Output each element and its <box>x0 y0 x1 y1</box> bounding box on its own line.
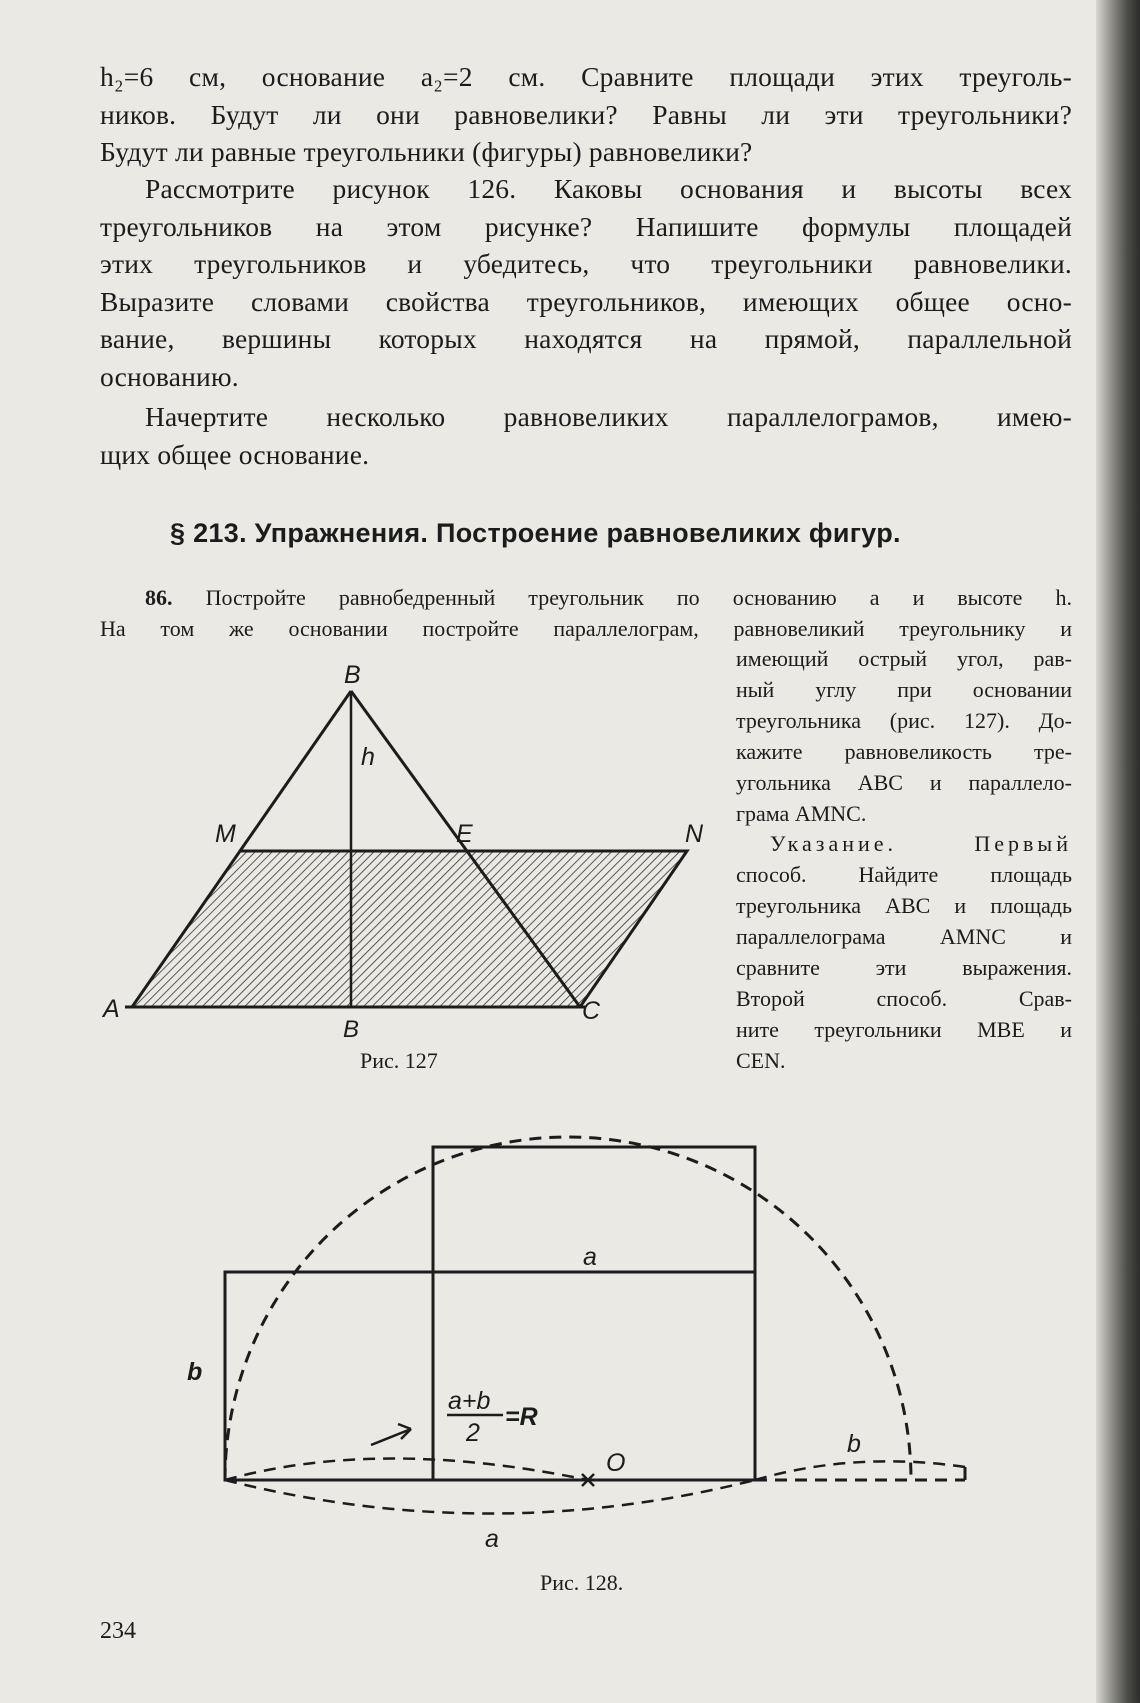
semicircle-dashed <box>225 1137 911 1480</box>
label-a: A <box>103 995 120 1023</box>
label-a-bottom: a <box>485 1525 499 1553</box>
label-b-right: b <box>847 1430 861 1458</box>
book-spine-shadow <box>1096 0 1140 1703</box>
page-number: 234 <box>100 1618 136 1644</box>
text-line: ников. Будут ли они равновелики? Равны ли эти треугольники? <box>100 98 1072 130</box>
equals-r: =R <box>505 1403 538 1431</box>
paragraph-1 <box>100 58 1072 171</box>
label-b-left: b <box>187 1358 203 1386</box>
fraction-numerator: a+b <box>448 1387 491 1415</box>
text-line: способ. Найдите площадь <box>736 862 1072 887</box>
text-line: грама AMNC. <box>736 801 867 826</box>
fraction-denominator: 2 <box>466 1419 480 1447</box>
arrow-to-radius <box>371 1424 411 1445</box>
label-b-bottom: B <box>343 1016 360 1043</box>
arc-b-right-dashed <box>755 1461 965 1480</box>
text-line: основанию. <box>100 360 239 392</box>
arc-radius-dashed <box>225 1459 588 1481</box>
figure-128-caption: Рис. 128. <box>540 1570 624 1595</box>
label-h: h <box>361 743 375 771</box>
label-n: N <box>685 820 704 848</box>
text-line: имеющий острый угол, рав- <box>736 646 1072 671</box>
text-line: Рассмотрите рисунок 126. Каковы основания и высоты всех <box>145 173 1072 204</box>
first-way-label: Первый <box>974 831 1072 856</box>
label-c: C <box>582 997 601 1025</box>
text-line: Начертите несколько равновеликих параллелограмов, имею- <box>145 401 1072 432</box>
label-m: M <box>215 820 236 848</box>
text-line: сравните эти выражения. <box>736 955 1072 980</box>
exercise-86-line-2: На том же основании постройте параллелограм, равновеликий треугольнику и <box>100 616 1072 641</box>
figure-127 <box>95 655 735 1043</box>
text-line: Будут ли равные треугольники (фигуры) равновелики? <box>100 136 753 167</box>
exercise-86-column <box>736 643 1072 829</box>
hint-label: Указание. <box>770 831 898 856</box>
text-line: треугольника ABC и площадь <box>736 893 1072 918</box>
parallelogram-amnc-shaded <box>132 851 687 1007</box>
exercise-number: 86. <box>145 585 173 610</box>
text-line: кажите равновеликость тре- <box>736 739 1072 764</box>
text-line <box>736 828 1072 859</box>
exercise-86-line-1: Постройте равнобедренный треугольник по основанию a и высоте h. <box>205 585 1073 610</box>
text-line: угольника ABC и параллело- <box>736 770 1072 795</box>
label-e: E <box>456 820 473 848</box>
text-line: треугольников на этом рисунке? Напишите формулы площадей <box>100 210 1072 242</box>
text-line: ните треугольники MBE и <box>736 1017 1072 1042</box>
exercise-86-intro <box>100 582 1072 644</box>
square-side-a <box>433 1147 755 1480</box>
paragraph-2 <box>100 170 1072 395</box>
rectangle-a-by-b <box>225 1272 755 1480</box>
text-line: щих общее основание. <box>100 438 370 470</box>
exercise-86-hint <box>736 828 1072 1076</box>
text-line: CEN. <box>736 1048 786 1073</box>
text-line: ный углу при основании <box>736 677 1072 702</box>
text-line: h₂=6 см, основание a₂=2 см. Сравните площади этих треуголь- <box>100 61 1072 92</box>
figure-128 <box>187 1095 985 1570</box>
text-line: Выразите словами свойства треугольников, имеющих общее осно- <box>100 285 1072 317</box>
section-heading: § 213. Упражнения. Построение равновеликих фигур. <box>170 518 901 548</box>
text-line <box>100 582 1072 613</box>
text-line: треугольника (рис. 127). До- <box>736 708 1072 733</box>
arc-a-bottom-dashed <box>225 1480 755 1514</box>
label-o: O <box>606 1449 626 1477</box>
figure-127-caption: Рис. 127 <box>360 1048 438 1073</box>
side-ab <box>240 691 351 851</box>
text-line: этих треугольников и убедитесь, что треугольники равновелики. <box>100 248 1072 279</box>
text-line: параллелограма AMNC и <box>736 924 1072 949</box>
text-line: вание, вершины которых находятся на прямой, параллельной <box>100 323 1072 354</box>
paragraph-3 <box>100 398 1072 473</box>
label-a-top: a <box>583 1243 597 1271</box>
text-line: Второй способ. Срав- <box>736 986 1072 1011</box>
label-b-top: B <box>344 661 361 689</box>
